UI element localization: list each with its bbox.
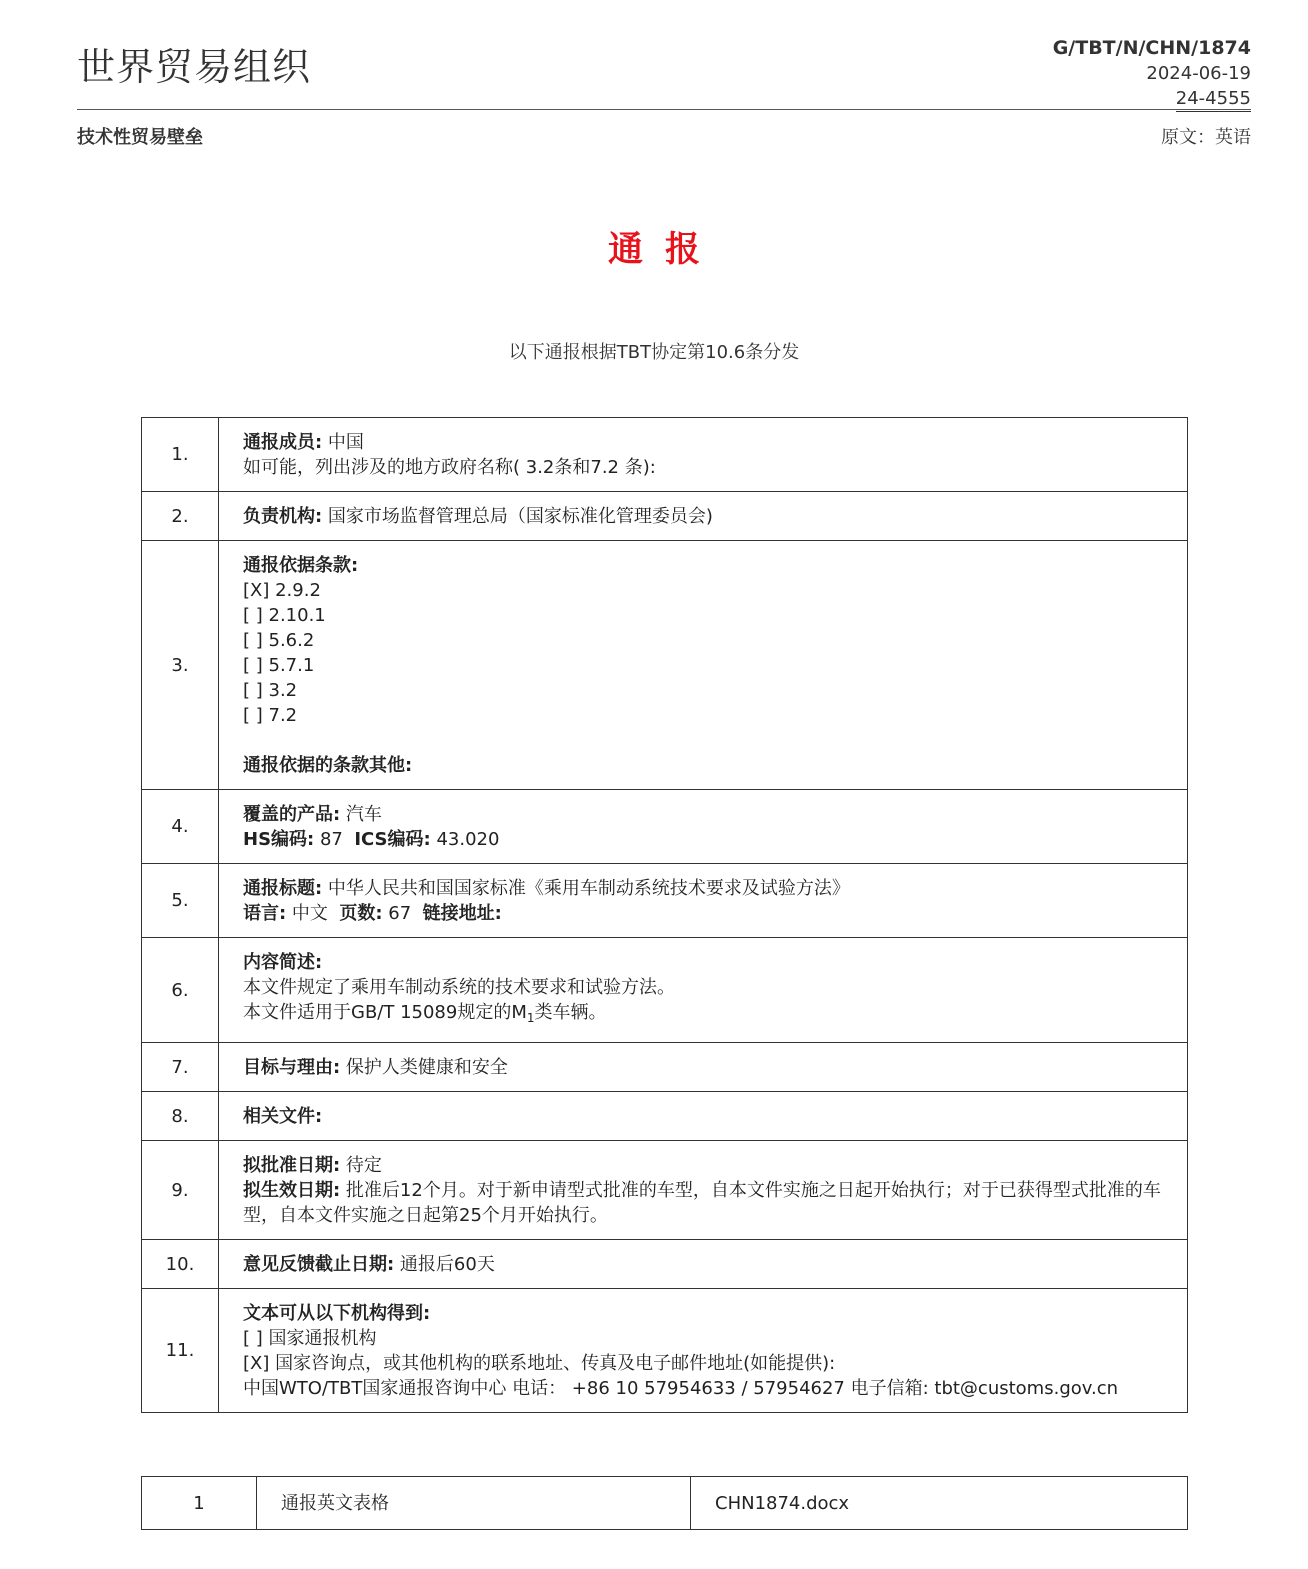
table-row	[142, 864, 1188, 938]
field-label: 拟生效日期:	[243, 1180, 341, 1201]
item-number: 3.	[142, 541, 219, 790]
field-label: HS编码:	[243, 829, 315, 850]
item-content	[219, 1240, 1188, 1289]
field-label: 相关文件:	[243, 1106, 323, 1127]
field-label: 目标与理由:	[243, 1057, 341, 1078]
checkbox-option: [ ] 国家通报机构	[243, 1328, 377, 1349]
table-row	[142, 1141, 1188, 1240]
checkbox-option: [X] 2.9.2	[243, 580, 321, 601]
item-content	[219, 541, 1188, 790]
document-number: 24-4555	[1176, 86, 1251, 112]
checkbox-option: [ ] 3.2	[243, 680, 298, 701]
original-language: 原文：英语	[1161, 127, 1251, 148]
contact-info: 中国WTO/TBT国家通报咨询中心 电话： +86 10 57954633 / 57954627 电子信箱: tbt@customs.gov.cn	[243, 1378, 1119, 1399]
field-label: 内容简述:	[243, 952, 323, 973]
item-content	[219, 1141, 1188, 1240]
table-row	[142, 1043, 1188, 1092]
item-content	[219, 864, 1188, 938]
field-label: 文本可从以下机构得到:	[243, 1303, 431, 1324]
item-number: 4.	[142, 790, 219, 864]
field-text: 类车辆。	[534, 1002, 607, 1023]
table-row	[142, 1477, 1188, 1530]
field-text: 本文件规定了乘用车制动系统的技术要求和试验方法。	[243, 977, 675, 998]
item-content	[219, 1043, 1188, 1092]
field-label: 通报标题:	[243, 878, 323, 899]
item-number: 11.	[142, 1289, 219, 1413]
item-number: 1.	[142, 418, 219, 492]
spacer	[243, 728, 1167, 753]
table-row	[142, 1240, 1188, 1289]
field-value: 67	[382, 903, 423, 924]
field-value: 43.020	[430, 829, 500, 850]
item-content	[219, 1092, 1188, 1141]
checkbox-option: [ ] 2.10.1	[243, 605, 326, 626]
field-label: 通报依据条款:	[243, 555, 359, 576]
field-value: 87	[314, 829, 355, 850]
field-label: 通报依据的条款其他:	[243, 755, 413, 776]
field-value: 保护人类健康和安全	[340, 1057, 508, 1078]
table-row	[142, 492, 1188, 541]
subscript: 1	[526, 1011, 535, 1025]
item-number: 10.	[142, 1240, 219, 1289]
checkbox-option: [ ] 7.2	[243, 705, 298, 726]
organization-title: 世界贸易组织	[77, 45, 312, 89]
field-text: 本文件适用于GB/T 15089规定的M	[243, 1002, 527, 1023]
field-value: 待定	[340, 1155, 382, 1176]
field-label: 页数:	[339, 903, 383, 924]
checkbox-option: [X] 国家咨询点，或其他机构的联系地址、传真及电子邮件地址(如能提供):	[243, 1353, 836, 1374]
field-value: 中华人民共和国国家标准《乘用车制动系统技术要求及试验方法》	[322, 878, 850, 899]
table-row	[142, 938, 1188, 1043]
field-label: 负责机构:	[243, 506, 323, 527]
distribution-note: 以下通报根据TBT协定第10.6条分发	[508, 342, 800, 363]
field-value: 中国	[322, 432, 364, 453]
item-number: 9.	[142, 1141, 219, 1240]
item-number: 7.	[142, 1043, 219, 1092]
item-number: 2.	[142, 492, 219, 541]
committee-name: 技术性贸易壁垒	[77, 127, 203, 148]
field-value: 汽车	[340, 804, 382, 825]
field-label: 拟批准日期:	[243, 1155, 341, 1176]
document-symbol: G/TBT/N/CHN/1874	[1052, 37, 1251, 59]
field-value: 批准后12个月。对于新申请型式批准的车型，自本文件实施之日起开始执行；对于已获得型式批准的车型，自本文件实施之日起第25个月开始执行。	[243, 1180, 1161, 1226]
document-date: 2024-06-19	[1146, 63, 1251, 84]
field-label: 链接地址:	[422, 903, 502, 924]
checkbox-option: [ ] 5.6.2	[243, 630, 315, 651]
item-content	[219, 790, 1188, 864]
document-meta	[1053, 36, 1251, 112]
item-content	[219, 492, 1188, 541]
table-row	[142, 541, 1188, 790]
field-value: 通报后60天	[394, 1254, 495, 1275]
attachment-number: 1	[142, 1477, 257, 1530]
field-label: 意见反馈截止日期:	[243, 1254, 395, 1275]
attachment-table	[141, 1476, 1188, 1530]
table-row	[142, 1289, 1188, 1413]
item-content	[219, 1289, 1188, 1413]
field-text: 如可能，列出涉及的地方政府名称( 3.2条和7.2 条):	[243, 457, 656, 478]
item-content	[219, 938, 1188, 1043]
item-number: 6.	[142, 938, 219, 1043]
field-label: 覆盖的产品:	[243, 804, 341, 825]
notification-table	[141, 417, 1188, 1413]
field-label: 语言:	[243, 903, 287, 924]
table-row	[142, 1092, 1188, 1141]
item-number: 5.	[142, 864, 219, 938]
notification-heading: 通报	[607, 230, 722, 270]
table-row	[142, 790, 1188, 864]
field-label: ICS编码:	[354, 829, 431, 850]
item-content	[219, 418, 1188, 492]
table-row	[142, 418, 1188, 492]
attachment-file[interactable]: CHN1874.docx	[691, 1477, 1188, 1530]
header-divider	[77, 109, 1251, 110]
field-value: 国家市场监督管理总局（国家标准化管理委员会)	[322, 506, 713, 527]
field-value: 中文	[286, 903, 340, 924]
checkbox-option: [ ] 5.7.1	[243, 655, 315, 676]
item-number: 8.	[142, 1092, 219, 1141]
attachment-description: 通报英文表格	[257, 1477, 691, 1530]
field-label: 通报成员:	[243, 432, 323, 453]
